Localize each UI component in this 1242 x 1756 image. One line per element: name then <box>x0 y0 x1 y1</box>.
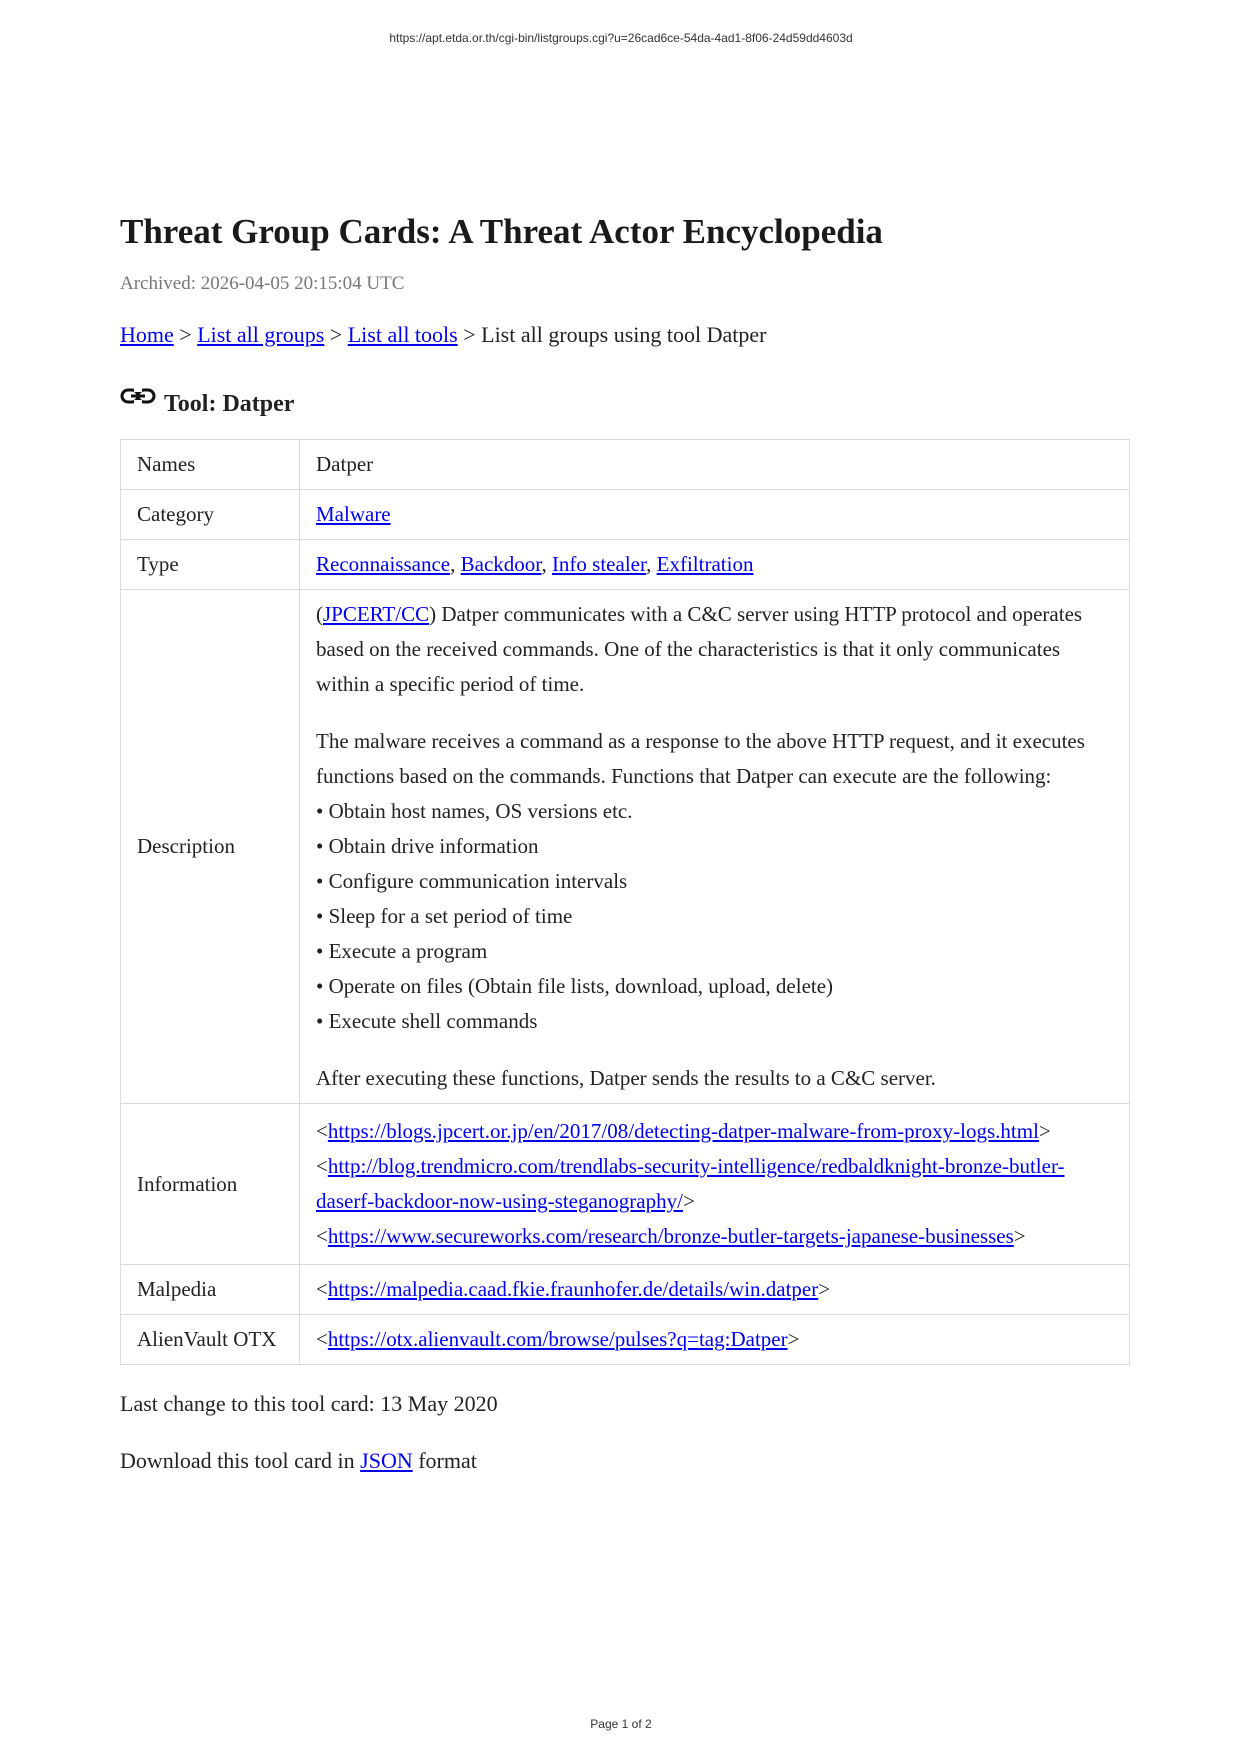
table-row <box>121 1265 1130 1315</box>
print-url: https://apt.etda.or.th/cgi-bin/listgroups.cgi?u=26cad6ce-54da-4ad1-8f06-24d59dd4603d <box>389 31 853 45</box>
breadcrumb-separator: > <box>324 322 348 347</box>
info-link-line: <https://www.secureworks.com/research/bronze-butler-targets-japanese-businesses> <box>316 1224 1026 1248</box>
category-link[interactable]: Malware <box>316 502 391 526</box>
list-item: • Sleep for a set period of time <box>316 904 573 928</box>
download-line <box>120 1446 1132 1476</box>
type-value: Reconnaissance, Backdoor, Info stealer, Exfiltration <box>300 540 1130 590</box>
type-link[interactable]: Info stealer <box>551 552 647 576</box>
list-item: • Execute shell commands <box>316 1009 538 1033</box>
breadcrumb-home-link[interactable]: Home <box>120 322 174 347</box>
description-label: Description <box>121 590 300 1104</box>
information-link[interactable]: https://www.secureworks.com/research/bronze-butler-targets-japanese-businesses <box>327 1224 1014 1248</box>
information-link[interactable]: https://blogs.jpcert.or.jp/en/2017/08/detecting-datper-malware-from-proxy-logs.html <box>327 1119 1039 1143</box>
information-link[interactable]: http://blog.trendmicro.com/trendlabs-security-intelligence/redbaldknight-bronze-butler-daserf-backdoor-now-using-steganography/ <box>316 1154 1065 1213</box>
description-paragraph <box>316 597 1113 702</box>
list-item: • Configure communication intervals <box>316 869 628 893</box>
otx-value: <https://otx.alienvault.com/browse/pulses?q=tag:Datper> <box>300 1315 1130 1365</box>
category-value <box>300 490 1130 540</box>
list-item: • Obtain host names, OS versions etc. <box>316 799 633 823</box>
table-row <box>121 1104 1130 1265</box>
archived-timestamp: Archived: 2026-04-05 20:15:04 UTC <box>120 273 405 294</box>
table-row <box>121 540 1130 590</box>
table-row <box>121 490 1130 540</box>
list-item: • Execute a program <box>316 939 488 963</box>
breadcrumb-current: > List all groups using tool Datper <box>457 322 767 347</box>
information-label: Information <box>121 1104 300 1265</box>
description-paragraph <box>316 724 1113 794</box>
link-icon <box>120 384 156 408</box>
list-item: • Obtain drive information <box>316 834 539 858</box>
otx-link[interactable]: https://otx.alienvault.com/browse/pulses?q=tag:Datper <box>327 1327 788 1351</box>
type-link[interactable]: Exfiltration <box>656 552 754 576</box>
breadcrumb-tools-link[interactable]: List all tools <box>347 322 458 347</box>
json-download-link[interactable]: JSON <box>360 1448 413 1473</box>
otx-label: AlienVault OTX <box>121 1315 300 1365</box>
breadcrumb <box>120 320 1132 350</box>
description-text: The malware receives a command as a response to the above HTTP request, and it executes functions based on the commands. Functions that Datper can execute are the following: <box>316 729 1085 788</box>
description-value <box>300 590 1130 1104</box>
description-paragraph: After executing these functions, Datper sends the results to a C&C server. <box>316 1066 936 1090</box>
page-title: Threat Group Cards: A Threat Actor Encyclopedia <box>120 212 883 251</box>
breadcrumb-separator: > <box>173 322 198 347</box>
table-row <box>121 590 1130 1104</box>
description-text: ) Datper communicates with a C&C server using HTTP protocol and operates based on the received commands. One of the characteristics is that it only communicates within a specific period of time. <box>316 602 1083 696</box>
tool-heading <box>120 388 1132 420</box>
main-content <box>120 210 1132 1476</box>
download-prefix: Download this tool card in <box>120 1448 361 1473</box>
malpedia-link[interactable]: https://malpedia.caad.fkie.fraunhofer.de/details/win.datper <box>327 1277 819 1301</box>
type-label: Type <box>121 540 300 590</box>
malpedia-label: Malpedia <box>121 1265 300 1315</box>
names-value: Datper <box>300 440 1130 490</box>
download-suffix: format <box>412 1448 477 1473</box>
last-change-text: Last change to this tool card: 13 May 2020 <box>120 1391 498 1416</box>
names-label: Names <box>121 440 300 490</box>
source-link[interactable]: JPCERT/CC <box>323 602 430 626</box>
tool-heading-text: Tool: Datper <box>164 391 295 417</box>
breadcrumb-groups-link[interactable]: List all groups <box>197 322 325 347</box>
table-row <box>121 1315 1130 1365</box>
type-link[interactable]: Reconnaissance <box>316 552 451 576</box>
type-link[interactable]: Backdoor <box>460 552 542 576</box>
tool-card-table <box>120 439 1130 1365</box>
page-number: Page 1 of 2 <box>590 1717 652 1731</box>
info-link-line: <http://blog.trendmicro.com/trendlabs-security-intelligence/redbaldknight-bronze-butler-daserf-backdoor-now-using-steganography/> <box>316 1154 1065 1213</box>
info-link-line: <https://blogs.jpcert.or.jp/en/2017/08/detecting-datper-malware-from-proxy-logs.html> <box>316 1119 1051 1143</box>
paren: ( <box>316 602 323 626</box>
information-value <box>300 1104 1130 1265</box>
table-row <box>121 440 1130 490</box>
category-label: Category <box>121 490 300 540</box>
list-item: • Operate on files (Obtain file lists, download, upload, delete) <box>316 974 834 998</box>
malpedia-value: <https://malpedia.caad.fkie.fraunhofer.de/details/win.datper> <box>300 1265 1130 1315</box>
